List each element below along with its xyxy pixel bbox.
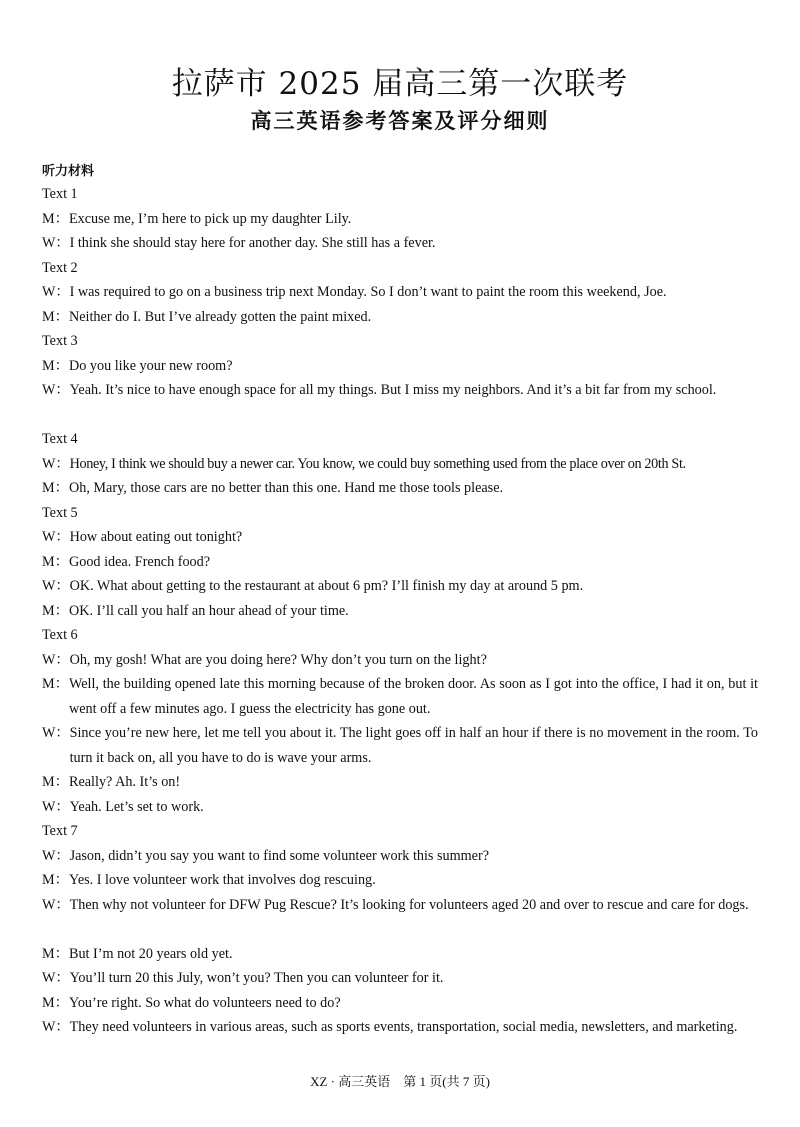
speaker: W： [42, 578, 70, 594]
dialogue-line [42, 452, 758, 477]
utterance: Yeah. Let’s set to work. [69, 798, 204, 815]
utterance: Jason, didn’t you say you want to find some volunteer work this summer? [69, 847, 489, 864]
speaker: W： [42, 896, 70, 913]
speaker: M： [42, 945, 69, 962]
utterance: Good idea. French food? [69, 553, 211, 570]
text-label: Text 2 [42, 259, 78, 276]
dialogue-line [42, 354, 758, 379]
utterance: Honey, I think we should buy a newer car. You know, we could buy something used from the place over on 20th St. [69, 455, 686, 472]
page-title: 拉萨市 2025 届高三第一次联考 [171, 66, 629, 102]
dialogue-line [42, 599, 758, 624]
utterance: But I’m not 20 years old yet. [69, 945, 233, 962]
dialogue-line [42, 525, 758, 550]
dialogue-line [42, 942, 758, 967]
utterance: Since you’re new here, let me tell you about it. The light goes off in half an hour if there is no movement in the room. To turn it back on, all you have to do is wave your arms. [69, 725, 758, 766]
dialogue-line [42, 574, 758, 599]
speaker: W： [42, 970, 70, 986]
utterance: Neither do I. But I’ve already gotten the paint mixed. [69, 308, 372, 325]
utterance: Really? Ah. It’s on! [69, 774, 181, 790]
text-label: Text 7 [42, 823, 78, 839]
utterance: How about eating out tonight? [69, 529, 243, 545]
dialogue-line [42, 844, 758, 869]
dialogue-line [42, 721, 758, 770]
speaker: M： [42, 308, 69, 325]
speaker: M： [42, 994, 69, 1011]
speaker: W： [42, 1019, 70, 1035]
utterance: You’ll turn 20 this July, won’t you? Then you can volunteer for it. [69, 970, 444, 986]
text-label: Text 6 [42, 627, 78, 643]
speaker: M： [42, 553, 69, 570]
dialogue-line [42, 648, 758, 673]
transcript [42, 182, 758, 1064]
utterance: Yes. I love volunteer work that involves dog rescuing. [69, 872, 376, 888]
speaker: W： [42, 455, 70, 472]
utterance: Do you like your new room? [69, 357, 233, 374]
speaker: M： [42, 872, 69, 888]
speaker: W： [42, 725, 70, 741]
page-footer: XZ · 高三英语 第 1 页(共 7 页) [310, 1074, 490, 1089]
dialogue-line [42, 893, 758, 942]
dialogue-line [42, 550, 758, 575]
utterance: They need volunteers in various areas, such as sports events, transportation, social media, newsletters, and marketing. [69, 1019, 738, 1035]
dialogue-line [42, 868, 758, 893]
utterance: Oh, Mary, those cars are no better than this one. Hand me those tools please. [69, 480, 504, 496]
dialogue-line [42, 207, 758, 232]
speaker: W： [42, 382, 70, 398]
text-label: Text 4 [42, 431, 78, 447]
utterance: I think she should stay here for another day. She still has a fever. [69, 235, 436, 251]
utterance: Yeah. It’s nice to have enough space for all my things. But I miss my neighbors. And it’s a bit far from my school. [69, 382, 717, 398]
speaker: M： [42, 602, 69, 619]
dialogue-line [42, 770, 758, 795]
dialogue-line [42, 378, 758, 427]
speaker: M： [42, 210, 69, 227]
utterance: Then why not volunteer for DFW Pug Rescue? It’s looking for volunteers aged 20 and over to rescue and care for dogs. [69, 896, 749, 913]
dialogue-line [42, 1015, 758, 1064]
dialogue-line [42, 305, 758, 330]
dialogue-line [42, 966, 758, 991]
utterance: Well, the building opened late this morning because of the broken door. As soon as I got into the office, I had it on, but it went off a few minutes ago. I guess the electricity has gone out. [69, 676, 758, 717]
speaker: M： [42, 357, 69, 374]
dialogue-line [42, 991, 758, 1016]
speaker: M： [42, 480, 69, 496]
section-heading: 听力材料 [42, 164, 95, 179]
utterance: OK. I’ll call you half an hour ahead of your time. [69, 602, 349, 619]
text-label: Text 5 [42, 504, 78, 521]
dialogue-line [42, 231, 758, 256]
speaker: M： [42, 676, 69, 692]
dialogue-line [42, 795, 758, 820]
speaker: W： [42, 798, 70, 815]
utterance: Excuse me, I’m here to pick up my daughter Lily. [69, 210, 352, 227]
utterance: You’re right. So what do volunteers need to do? [69, 994, 341, 1011]
text-label: Text 3 [42, 333, 78, 349]
speaker: W： [42, 284, 70, 300]
text-label: Text 1 [42, 186, 78, 202]
speaker: W： [42, 235, 70, 251]
dialogue-line [42, 476, 758, 501]
speaker: W： [42, 651, 70, 668]
speaker: W： [42, 847, 70, 864]
speaker: M： [42, 774, 69, 790]
utterance: Oh, my gosh! What are you doing here? Why don’t you turn on the light? [69, 651, 487, 668]
utterance: I was required to go on a business trip next Monday. So I don’t want to paint the room this weekend, Joe. [69, 284, 667, 300]
speaker: W： [42, 529, 70, 545]
utterance: OK. What about getting to the restaurant at about 6 pm? I’ll finish my day at around 5 pm. [69, 578, 584, 594]
dialogue-line [42, 672, 758, 721]
page-subtitle: 高三英语参考答案及评分细则 [250, 109, 550, 133]
dialogue-line [42, 280, 758, 305]
